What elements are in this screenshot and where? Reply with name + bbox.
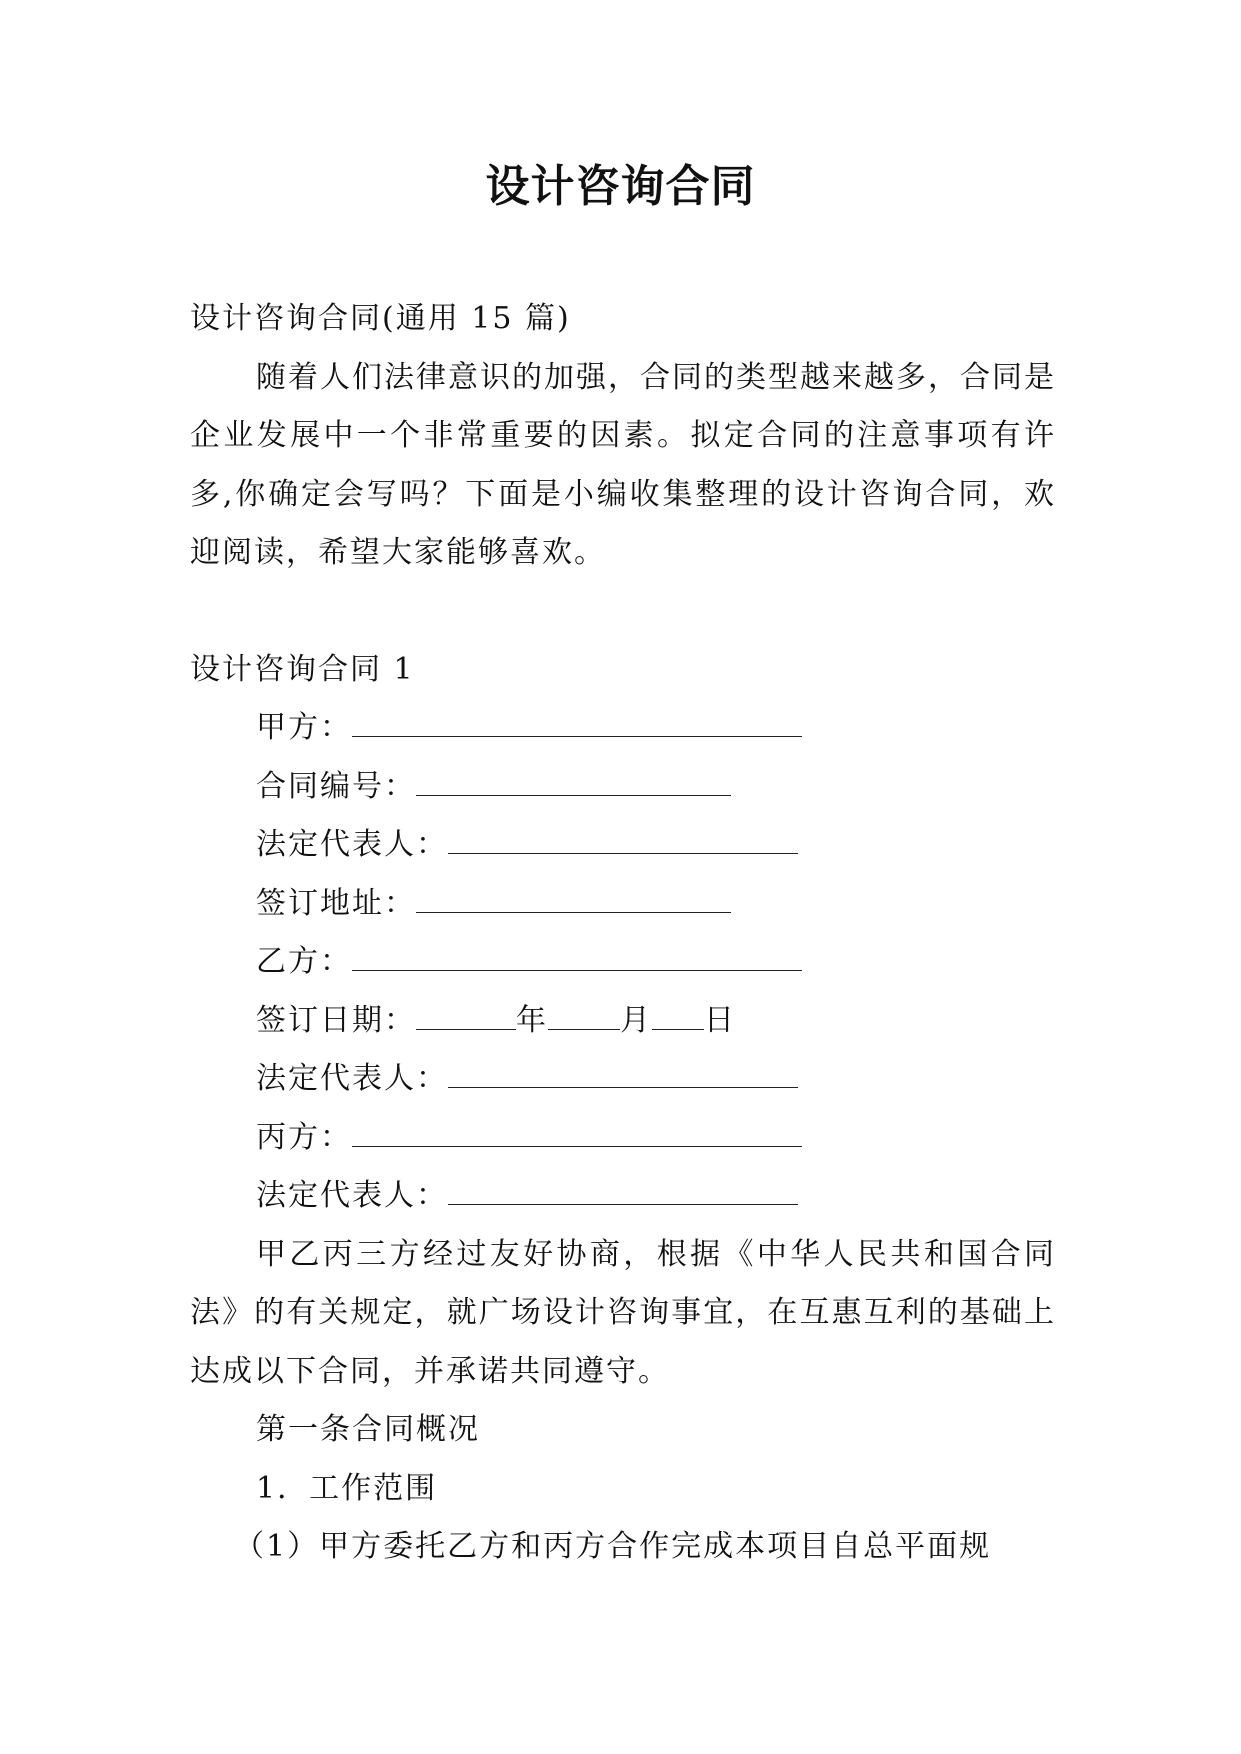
field-sign-date	[190, 992, 1056, 1051]
field-sign-date-label: 签订日期：	[256, 1002, 416, 1038]
field-legal-rep-3-label: 法定代表人：	[256, 1178, 448, 1213]
field-party-c-label: 丙方：	[256, 1119, 352, 1155]
intro-paragraph: 随着人们法律意识的加强，合同的类型越来越多，合同是企业发展中一个非常重要的因素。拟定合同的注意事项有许多,你确定会写吗？下面是小编收集整理的设计咨询合同，欢迎阅读，希望大家能够喜欢。	[190, 359, 1056, 570]
document-title: 设计咨询合同	[485, 161, 756, 212]
field-legal-rep-2-label: 法定代表人：	[256, 1061, 448, 1096]
field-party-a-label: 甲方：	[256, 710, 352, 745]
sign-address-blank	[416, 884, 731, 913]
legal-rep-1-blank	[448, 825, 798, 854]
legal-rep-2-blank	[448, 1059, 798, 1088]
legal-rep-3-blank	[448, 1176, 798, 1205]
field-party-b-label: 乙方：	[256, 944, 352, 979]
article-1-heading: 第一条合同概况	[256, 1412, 480, 1447]
section-title: 设计咨询合同 1	[190, 651, 415, 687]
field-contract-no-label: 合同编号：	[256, 768, 416, 804]
field-sign-address	[190, 875, 1056, 934]
day-blank	[652, 1001, 704, 1030]
day-label: 日	[704, 1002, 736, 1038]
field-sign-address-label: 签订地址：	[256, 885, 416, 921]
field-party-b	[190, 933, 1056, 992]
item-1-1-text: （1）甲方委托乙方和丙方合作完成本项目自总平面规	[234, 1529, 992, 1564]
field-legal-rep-1	[190, 816, 1056, 875]
field-party-c	[190, 1109, 1056, 1168]
party-a-blank	[352, 708, 802, 737]
field-contract-no	[190, 758, 1056, 817]
field-party-a	[190, 699, 1056, 758]
month-blank	[548, 1001, 620, 1030]
year-blank	[416, 1001, 516, 1030]
year-label: 年	[516, 1002, 548, 1038]
subtitle: 设计咨询合同(通用 15 篇)	[190, 301, 571, 336]
document-body	[190, 290, 1056, 1577]
item-1-heading: 1．工作范围	[256, 1470, 438, 1506]
field-legal-rep-3	[190, 1167, 1056, 1226]
party-c-blank	[352, 1118, 802, 1147]
field-legal-rep-2	[190, 1050, 1056, 1109]
month-label: 月	[620, 1002, 652, 1038]
agreement-paragraph: 甲乙丙三方经过友好协商，根据《中华人民共和国合同法》的有关规定，就广场设计咨询事宜，在互惠互利的基础上达成以下合同，并承诺共同遵守。	[190, 1236, 1056, 1389]
party-b-blank	[352, 942, 802, 971]
field-legal-rep-1-label: 法定代表人：	[256, 827, 448, 862]
contract-no-blank	[416, 767, 731, 796]
